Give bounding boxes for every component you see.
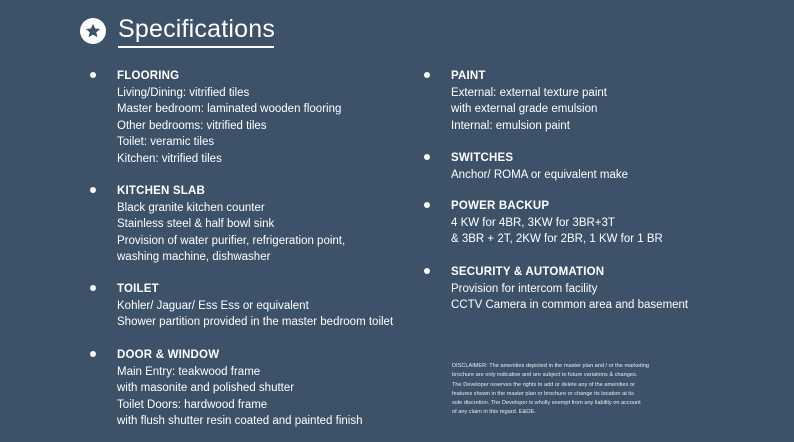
spec-line: Toilet Doors: hardwood frame <box>117 398 268 411</box>
bullet <box>424 72 430 78</box>
disclaimer-line: brochure are only indicative and are subject to future variations & changes. <box>452 372 638 379</box>
bullet <box>90 72 96 78</box>
section-title: FLOORING <box>117 70 180 82</box>
section-title: DOOR & WINDOW <box>117 349 220 361</box>
disclaimer-line: The Developer reserves the rights to add or delete any of the amenities or <box>452 381 635 388</box>
spec-line: Main Entry: teakwood frame <box>117 365 261 378</box>
section-title: PAINT <box>451 70 486 82</box>
spec-line: washing machine, dishwasher <box>117 251 271 263</box>
spec-line: with masonite and polished shutter <box>117 382 295 394</box>
spec-line: Master bedroom: laminated wooden flooring <box>117 103 342 115</box>
star-icon <box>80 18 106 44</box>
spec-line: Shower partition provided in the master bedroom toilet <box>117 316 394 328</box>
spec-line: with external grade emulsion <box>451 103 598 115</box>
bullet <box>424 268 430 274</box>
section-title: SECURITY & AUTOMATION <box>451 266 605 278</box>
section-flooring <box>90 68 420 183</box>
spec-line: Provision of water purifier, refrigeration point, <box>117 234 346 247</box>
spec-line: Black granite kitchen counter <box>117 201 265 214</box>
bullet <box>90 187 96 193</box>
spec-line: Internal: emulsion paint <box>451 119 570 132</box>
section-toilet <box>90 281 420 347</box>
spec-line: Other bedrooms: vitrified tiles <box>117 119 267 132</box>
disclaimer-line: of any claim in this regard. E&OE. <box>452 409 536 416</box>
spec-line: Stainless steel & half bowl sink <box>117 218 275 230</box>
left-column <box>90 68 420 430</box>
section-paint <box>424 68 724 150</box>
page-title: Specifications <box>118 15 276 43</box>
spec-line: Kohler/ Jaguar/ Ess Ess or equivalent <box>117 299 309 312</box>
disclaimer-line: DISCLAIMER: The amenities depicted in the master plan and / or the marketing <box>452 363 650 369</box>
section-title: TOILET <box>117 283 159 295</box>
disclaimer <box>452 362 707 418</box>
right-column <box>424 68 724 314</box>
disclaimer-line: sole discretion. The Developer is wholly exempt from any liability on account <box>452 400 641 407</box>
section-power-backup <box>424 198 724 264</box>
spec-line: Provision for intercom facility <box>451 282 598 295</box>
bullet <box>424 154 430 160</box>
spec-line: Anchor/ ROMA or equivalent make <box>451 168 629 181</box>
bullet <box>424 202 430 208</box>
spec-line: 4 KW for 4BR, 3KW for 3BR+3T <box>451 216 615 229</box>
section-kitchen-slab <box>90 183 420 281</box>
bullet <box>90 285 96 291</box>
section-title: POWER BACKUP <box>451 200 550 212</box>
section-switches <box>424 150 724 198</box>
spec-line: with flush shutter resin coated and painted finish <box>117 415 363 427</box>
spec-line: & 3BR + 2T, 2KW for 2BR, 1 KW for 1 BR <box>451 233 663 245</box>
spec-line: Toilet: veramic tiles <box>117 136 215 148</box>
bullet <box>90 351 96 357</box>
section-door-window <box>90 347 420 430</box>
section-security-automation <box>424 264 724 314</box>
section-title: KITCHEN SLAB <box>117 185 206 197</box>
title-block <box>118 14 275 48</box>
disclaimer-line: features shown in the master plan or brochure or change its location at its <box>452 390 634 397</box>
spec-line: Kitchen: vitrified tiles <box>117 152 222 165</box>
spec-line: Living/Dining: vitrified tiles <box>117 86 250 99</box>
spec-line: External: external texture paint <box>451 86 607 99</box>
section-title: SWITCHES <box>451 152 514 164</box>
header <box>80 14 275 48</box>
title-underline <box>118 46 274 48</box>
spec-line: CCTV Camera in common area and basement <box>451 299 689 311</box>
